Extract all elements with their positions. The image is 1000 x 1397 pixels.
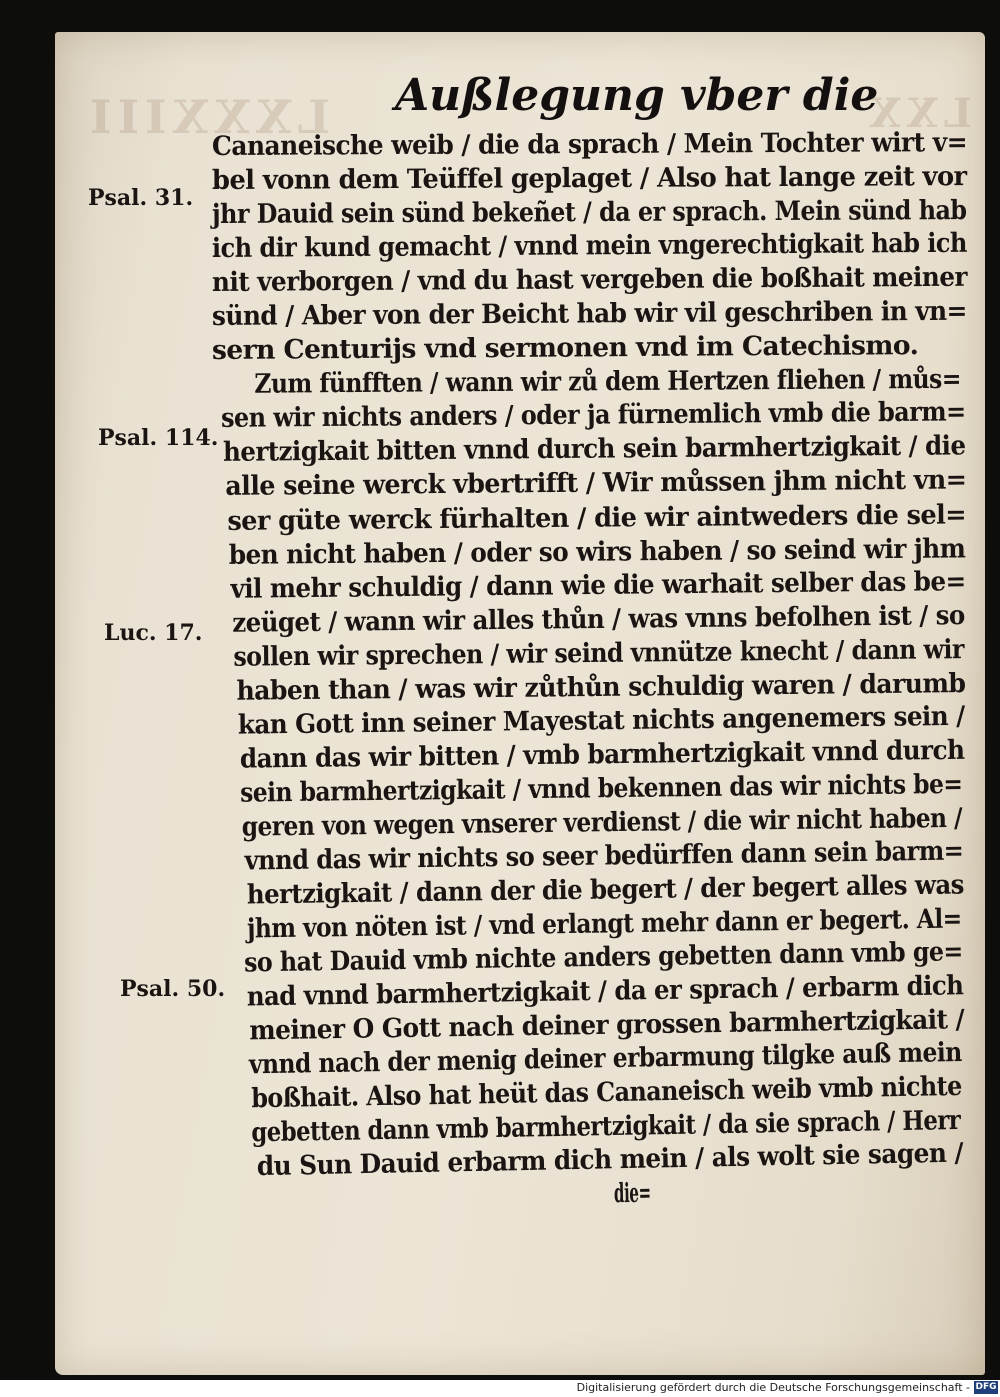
text-line: sen wir nichts anders / oder ja fürnemlich vmb die barm=: [220, 396, 966, 435]
text-line: haben than / was wir zůthůn schuldig waren / darumb: [236, 667, 966, 707]
text-line: jhr Dauid sein sünd bekeñet / da er sprach. Mein sünd hab: [211, 195, 967, 231]
text-line: vnnd das wir nichts so seer bedürffen dann sein barm=: [244, 835, 964, 877]
text-line: Cananeische weib / die da sprach / Mein Tochter wirt v=: [211, 127, 968, 162]
text-line: nad vnnd barmhertzigkait / da er sprach / erbarm dich: [246, 970, 964, 1013]
text-line: bel vonn dem Teüffel geplaget / Also hat lange zeit vor: [211, 161, 967, 197]
text-line: ben nicht haben / oder so wirs haben / so seind wir jhm: [228, 532, 966, 571]
text-line: vnnd nach der menig deiner erbarmung tilgke auß mein: [248, 1037, 962, 1081]
margin-note-psal-31: Psal. 31.: [88, 185, 194, 211]
margin-note-psal-114: Psal. 114.: [98, 425, 219, 451]
catchword: die=: [613, 1178, 651, 1210]
text-line: dann das wir bitten / vmb barmhertzigkait vnnd durch: [239, 734, 965, 775]
text-line: hertzigkait / dann der die begert / der begert alles was: [246, 869, 965, 911]
bleed-through-mark: LXXXIII: [84, 90, 330, 144]
text-line: gebetten dann vmb barmhertzigkait / da sie sprach / Herr: [251, 1105, 961, 1149]
text-line: sern Centurijs vnd sermonen vnd im Catechismo.: [211, 330, 919, 367]
margin-note-psal-50: Psal. 50.: [120, 976, 226, 1002]
text-line: boßhait. Also hat heüt das Cananeisch weib vmb nichte: [251, 1071, 962, 1115]
text-line: du Sun Dauid erbarm dich mein / als wolt sie sagen /: [256, 1137, 964, 1183]
text-line: ser güte werck fürhalten / die wir aintweders die sel=: [227, 498, 967, 537]
text-line: ich dir kund gemacht / vnnd mein vngerechtigkait hab ich: [211, 227, 967, 265]
text-line: nit verborgen / vnd du hast vergeben die boßhait meiner: [211, 261, 968, 299]
text-line: meiner O Gott nach deiner grossen barmhertzigkait /: [249, 1004, 965, 1047]
text-line: geren von wegen vnserer verdienst / die wir nicht haben /: [241, 802, 963, 843]
running-header: Außlegung vber die: [395, 70, 879, 121]
text-line: Zum fünfften / wann wir zů dem Hertzen fliehen / můs=: [254, 364, 962, 401]
text-line: zeüget / wann wir alles thůn / was vnns befolhen ist / so: [232, 599, 965, 639]
text-line: kan Gott inn seiner Mayestat nichts angenemers sein /: [237, 700, 965, 741]
text-line: alle seine werck vbertrifft / Wir můssen jhm nicht vn=: [225, 464, 967, 503]
text-line: sein barmhertzigkait / vnnd bekennen das wir nichts be=: [239, 768, 963, 809]
text-line: jhm von nöten ist / vnd erlangt mehr dann er begert. Al=: [246, 903, 962, 945]
text-line: sollen wir sprechen / wir seind vnnütze knecht / dann wir: [233, 633, 965, 673]
margin-note-luc-17: Luc. 17.: [104, 620, 203, 646]
text-line: so hat Dauid vmb nichte anders gebetten dann vmb ge=: [243, 936, 963, 979]
bleed-through-mark-right: LXX: [863, 90, 972, 137]
dfg-logo: DFG: [975, 1382, 997, 1392]
text-line: sünd / Aber von der Beicht hab wir vil geschriben in vn=: [211, 295, 967, 333]
text-line: vil mehr schuldig / dann wie die warhait selber das be=: [230, 565, 966, 605]
footer-credit: Digitalisierung gefördert durch die Deutsche Forschungsgemeinschaft -: [576, 1381, 970, 1394]
text-line: hertzigkait bitten vnnd durch sein barmhertzigkait / die: [222, 430, 966, 469]
body-text: [211, 127, 968, 1220]
